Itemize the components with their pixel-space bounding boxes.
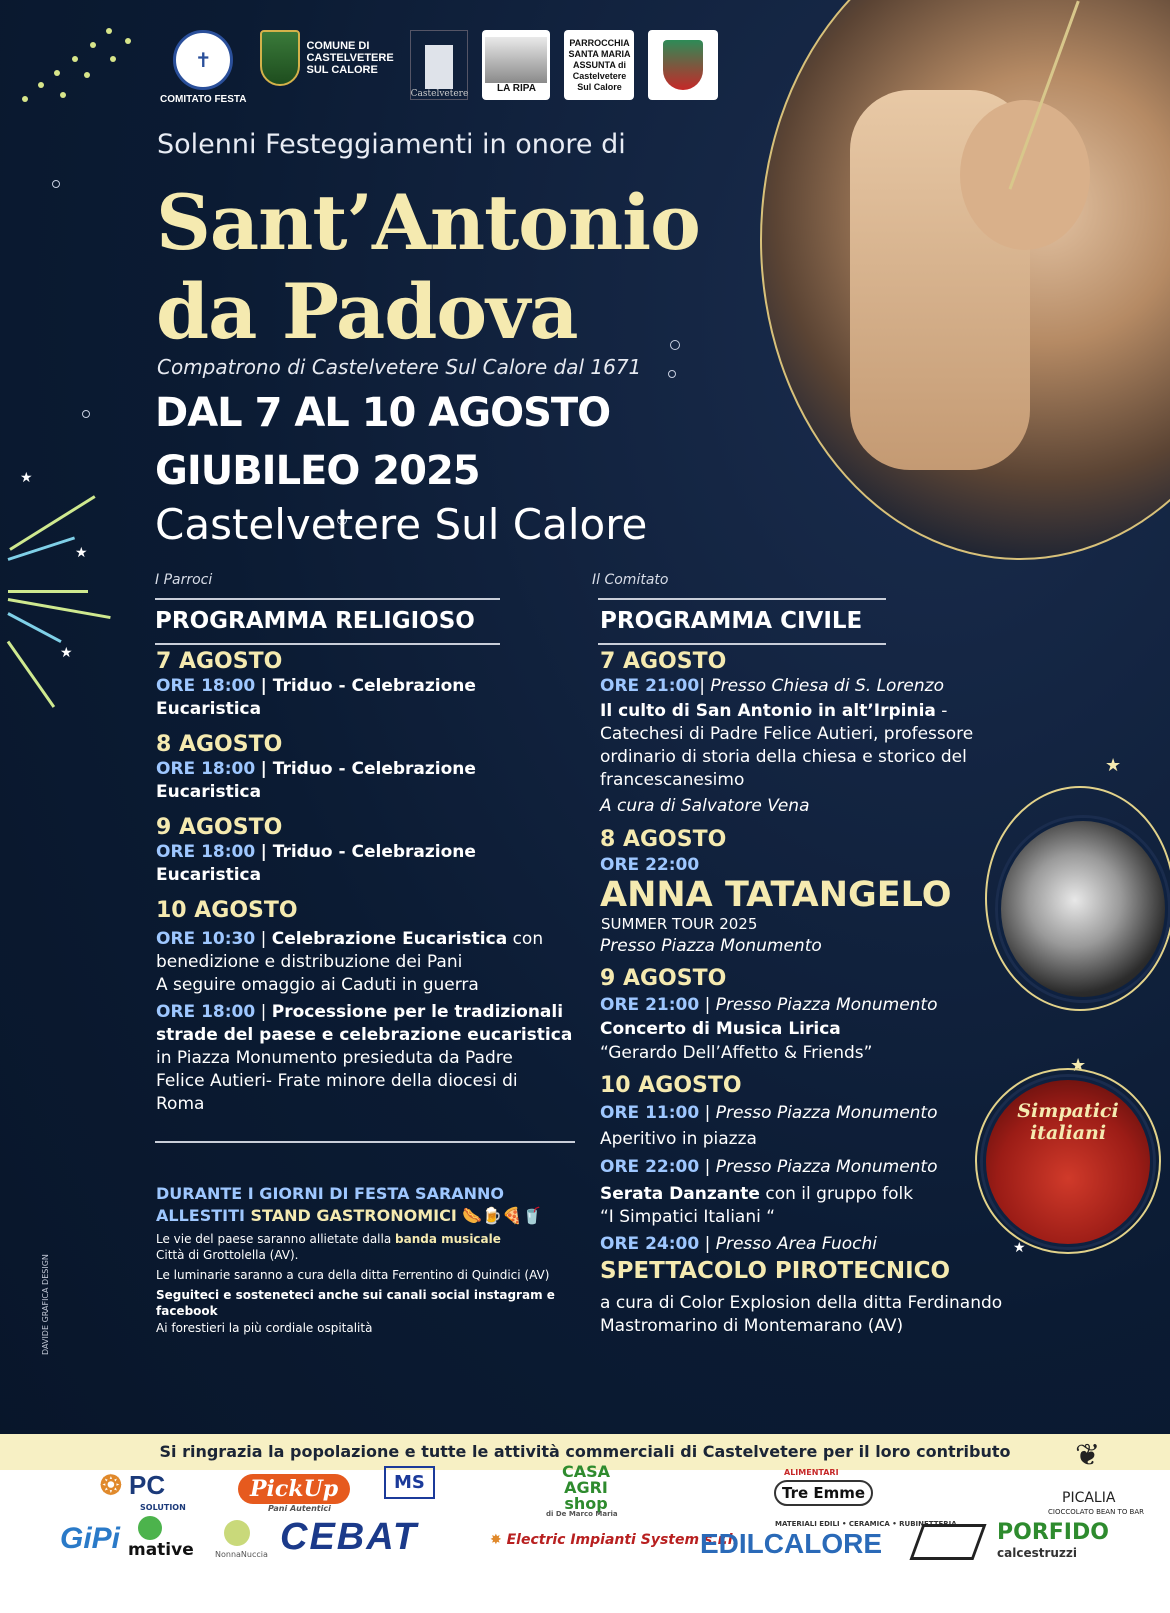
place-text: Presso Piazza Monumento — [715, 995, 938, 1015]
separator: | — [260, 929, 272, 949]
religioso-event-5-cont: Felice Autieri- Frate minore della diocesi di — [156, 1071, 518, 1091]
comune-caption: COMUNE DI CASTELVETERE SUL CALORE — [306, 40, 394, 76]
banda-notice — [156, 1232, 501, 1247]
religioso-event-1 — [156, 675, 476, 698]
civile-event-1-cont: francescanesimo — [600, 770, 745, 790]
civile-day-4: 10 AGOSTO — [600, 1073, 742, 1098]
firework-ray — [7, 612, 61, 643]
place-text: Presso Area Fuochi — [715, 1234, 877, 1254]
coat-of-arms-icon — [260, 30, 300, 86]
event-dates: DAL 7 AL 10 AGOSTO — [155, 390, 611, 436]
time-label: ORE 21:00 — [600, 676, 700, 696]
place-text: Presso Chiesa di S. Lorenzo — [710, 676, 944, 696]
time-label: ORE 18:00 — [156, 1002, 256, 1022]
decor-star: ★ — [1013, 1240, 1026, 1256]
time-label: ORE 11:00 — [600, 1103, 700, 1123]
tower-caption: Castelvetere — [410, 89, 469, 99]
time-label: ORE 21:00 — [600, 995, 700, 1015]
separator: | — [699, 676, 711, 696]
civile-event-2-place: Presso Piazza Monumento — [600, 936, 822, 956]
firework-ray — [8, 536, 76, 560]
electric-name: Electric Impianti System s.r.l. — [506, 1532, 738, 1548]
civile-heading: PROGRAMMA CIVILE — [600, 608, 863, 634]
tower-icon — [425, 45, 453, 89]
intro-text: Solenni Festeggiamenti in onore di — [157, 129, 626, 160]
la-ripa-logo — [482, 30, 550, 100]
comitato-festa-logo — [160, 30, 246, 105]
civile-event-5-title — [600, 1183, 913, 1206]
event-text: con — [507, 929, 544, 949]
decor-dot — [106, 28, 112, 34]
civile-event-1 — [600, 675, 944, 698]
event-text: - — [935, 701, 948, 721]
civile-day-2: 8 AGOSTO — [600, 827, 727, 852]
sponsor-edilcalore: EDILCALORE — [700, 1528, 882, 1559]
time-label: ORE 22:00 — [600, 855, 700, 875]
sponsor-ms: MS — [384, 1466, 435, 1499]
separator: | — [699, 1103, 716, 1123]
decor-bubble — [668, 370, 676, 378]
time-label: ORE 18:00 — [156, 676, 256, 696]
religioso-event-2-cont: Eucaristica — [156, 782, 262, 802]
simpatici-italiani-logo: Simpatici italiani — [1017, 1100, 1119, 1144]
divider — [155, 598, 500, 600]
civile-event-1-title — [600, 700, 947, 723]
time-label: ORE 10:30 — [156, 929, 256, 949]
giubileo-text: GIUBILEO 2025 — [155, 448, 480, 494]
sponsor-pickup-sub: Pani Autentici — [268, 1504, 331, 1513]
religioso-day-2: 8 AGOSTO — [156, 732, 283, 757]
logo-row — [160, 30, 718, 110]
sponsor-tre-emme-top: ALIMENTARI — [784, 1468, 839, 1477]
place-text: Presso Piazza Monumento — [715, 1103, 938, 1123]
divider — [598, 598, 886, 600]
town-name: Castelvetere Sul Calore — [155, 500, 648, 549]
religioso-event-4-cont: benedizione e distribuzione dei Pani — [156, 952, 463, 972]
picalia-logo-icon: ❦ — [1075, 1438, 1101, 1473]
comitato-caption: COMITATO FESTA — [160, 94, 247, 105]
religioso-event-3 — [156, 841, 476, 864]
decor-dot — [38, 82, 44, 88]
ripa-caption: LA RIPA — [497, 82, 536, 94]
civile-event-6-cont: a cura di Color Explosion della ditta Ferdinando — [600, 1293, 1003, 1313]
event-text: | Triduo - Celebrazione — [260, 759, 476, 779]
tour-name: SUMMER TOUR 2025 — [601, 915, 758, 933]
hospitality-notice: Ai forestieri la più cordiale ospitalità — [156, 1321, 373, 1335]
compatrono-text: Compatrono di Castelvetere Sul Calore dal 1671 — [157, 355, 642, 379]
civile-day-1: 7 AGOSTO — [600, 649, 727, 674]
religioso-event-5-cont: strade del paese e celebrazione eucaristica — [156, 1025, 573, 1045]
designer-credit: DAVIDE GRAFICA DESIGN — [41, 1254, 50, 1355]
decor-bubble — [52, 180, 60, 188]
stand-text: ALLESTITI — [156, 1206, 251, 1225]
luminarie-notice: Le luminarie saranno a cura della ditta Ferrentino di Quindici (AV) — [156, 1268, 550, 1282]
civile-event-3 — [600, 994, 938, 1017]
decor-bubble — [670, 340, 680, 350]
sponsor-tre-emme: Tre Emme — [774, 1480, 873, 1506]
civile-event-3-title: Concerto di Musica Lirica — [600, 1019, 841, 1039]
time-label: ORE 22:00 — [600, 1157, 700, 1177]
tower-logo — [410, 30, 468, 100]
ripa-photo — [485, 37, 547, 83]
pc-logo-icon: ❂ — [100, 1470, 122, 1500]
separator: | — [260, 1002, 272, 1022]
decor-star: ★ — [60, 645, 73, 661]
religioso-day-1: 7 AGOSTO — [156, 649, 283, 674]
event-text: Celebrazione Eucaristica — [271, 929, 508, 949]
civile-day-3: 9 AGOSTO — [600, 966, 727, 991]
time-label: ORE 18:00 — [156, 842, 256, 862]
sponsor-pc-sub: SOLUTION — [140, 1503, 186, 1512]
cube-logo-icon — [909, 1524, 986, 1560]
parroci-hint: I Parroci — [155, 572, 213, 588]
decor-star: ★ — [1070, 1055, 1087, 1076]
social-notice-cont: facebook — [156, 1304, 218, 1318]
decor-dot — [84, 72, 90, 78]
religioso-event-2 — [156, 758, 476, 781]
mative-logo-icon — [138, 1516, 162, 1540]
civile-event-3-cont: “Gerardo Dell’Affetto & Friends” — [600, 1043, 873, 1063]
civile-event-1-cont: Catechesi di Padre Felice Autieri, professore — [600, 724, 974, 744]
saint-emblem-icon: ✝ — [173, 30, 233, 90]
place-text: Presso Piazza Monumento — [715, 1157, 938, 1177]
event-text: | Triduo - Celebrazione — [260, 842, 476, 862]
time-label: ORE 24:00 — [600, 1234, 700, 1254]
sponsor-pc-name: PC — [129, 1470, 166, 1500]
sponsor-gipi: GiPi — [60, 1522, 121, 1555]
firework-ray — [8, 590, 88, 593]
event-text: Processione per le tradizionali — [271, 1002, 564, 1022]
nonna-logo-icon — [224, 1520, 250, 1546]
stand-notice-line-2 — [156, 1206, 542, 1225]
decor-star: ★ — [1105, 755, 1122, 776]
religioso-heading: PROGRAMMA RELIGIOSO — [155, 608, 475, 634]
comune-logo — [260, 30, 396, 86]
sponsor-nonna-nuccia: NonnaNuccia — [215, 1550, 268, 1559]
decor-dot — [110, 56, 116, 62]
title-line-1: Sant’Antonio — [156, 178, 700, 267]
decor-dot — [22, 96, 28, 102]
sponsor-casa-agri-sub: di De Marco Maria — [546, 1510, 618, 1518]
religioso-event-3-cont: Eucaristica — [156, 865, 262, 885]
decor-star: ★ — [20, 470, 33, 486]
stand-notice-line-1: DURANTE I GIORNI DI FESTA SARANNO — [156, 1184, 505, 1203]
event-text: Il culto di San Antonio in alt’Irpinia — [600, 701, 936, 721]
divider — [598, 643, 886, 645]
sponsor-edilcalore-top: MATERIALI EDILI • CERAMICA • RUBINETTERIA — [775, 1520, 957, 1528]
sponsor-pc-solution — [100, 1470, 165, 1501]
decor-dot — [72, 56, 78, 62]
spark-icon: ✸ — [490, 1532, 502, 1548]
sponsor-mative: mative — [128, 1540, 194, 1560]
event-text: con il gruppo folk — [759, 1184, 914, 1204]
civile-event-5 — [600, 1156, 938, 1179]
comitato-hint: Il Comitato — [592, 572, 669, 588]
firework-ray — [7, 641, 55, 708]
religioso-event-5 — [156, 1001, 563, 1024]
sponsor-pickup: PickUp — [238, 1474, 350, 1504]
civile-event-1-cont: ordinario di storia della chiesa e storico del — [600, 747, 967, 767]
sponsor-picalia-sub: CIOCCOLATO BEAN TO BAR — [1048, 1508, 1145, 1516]
fireworks-show-title: SPETTACOLO PIROTECNICO — [600, 1258, 951, 1284]
decor-bubble — [82, 410, 90, 418]
title-line-2: da Padova — [156, 267, 578, 356]
sponsor-cebat: CEBAT — [280, 1516, 419, 1558]
thanks-text: Si ringrazia la popolazione e tutte le attività commerciali di Castelvetere per il loro contributo — [159, 1442, 1011, 1461]
sponsor-porfido-sub: calcestruzzi — [997, 1546, 1077, 1560]
stand-highlight: STAND GASTRONOMICI — [250, 1206, 457, 1225]
decor-dot — [54, 70, 60, 76]
decor-dot — [90, 42, 96, 48]
religioso-day-4: 10 AGOSTO — [156, 898, 298, 923]
civile-event-4-title: Aperitivo in piazza — [600, 1129, 757, 1149]
decor-star: ★ — [75, 545, 88, 561]
bishop-arms-icon — [663, 40, 703, 90]
banda-notice-cont: Città di Grottolella (AV). — [156, 1248, 299, 1262]
banda-highlight: banda musicale — [395, 1232, 501, 1246]
religioso-event-5-cont: in Piazza Monumento presieduta da Padre — [156, 1048, 513, 1068]
civile-event-4 — [600, 1102, 938, 1125]
sponsor-casa-agri: CASA AGRI shop — [561, 1462, 611, 1513]
parrocchia-logo: PARROCCHIA SANTA MARIA ASSUNTA di Castelvetere Sul Calore — [564, 30, 634, 100]
civile-event-1-curator: A cura di Salvatore Vena — [600, 796, 810, 816]
event-text: | Triduo - Celebrazione — [260, 676, 476, 696]
artist-name: ANNA TATANGELO — [600, 875, 952, 915]
civile-event-6-cont: Mastromarino di Montemarano (AV) — [600, 1316, 904, 1336]
separator: | — [699, 1234, 716, 1254]
food-icons: 🌭🍺🍕🥤 — [462, 1206, 543, 1225]
decor-dot — [125, 38, 131, 44]
event-text: Serata Danzante — [600, 1184, 760, 1204]
religioso-event-1-cont: Eucaristica — [156, 699, 262, 719]
civile-event-5-cont: “I Simpatici Italiani “ — [600, 1207, 776, 1227]
sponsor-porfido: PORFIDO — [997, 1520, 1109, 1545]
time-label: ORE 18:00 — [156, 759, 256, 779]
religioso-day-3: 9 AGOSTO — [156, 815, 283, 840]
bishop-arms-logo — [648, 30, 718, 100]
religioso-event-5-cont: Roma — [156, 1094, 205, 1114]
decor-dot — [60, 92, 66, 98]
banda-text: Le vie del paese saranno allietate dalla — [156, 1232, 396, 1246]
civile-event-6 — [600, 1233, 877, 1256]
separator: | — [699, 1157, 716, 1177]
anna-tatangelo-photo — [998, 818, 1168, 1000]
divider — [155, 1141, 575, 1143]
religioso-event-4 — [156, 928, 543, 951]
sponsor-picalia: PICALIA — [1062, 1490, 1116, 1506]
religioso-event-4-cont: A seguire omaggio ai Caduti in guerra — [156, 975, 479, 995]
separator: | — [699, 995, 716, 1015]
divider — [155, 643, 500, 645]
social-notice: Seguiteci e sosteneteci anche sui canali social instagram e — [156, 1288, 555, 1302]
firework-ray — [8, 598, 111, 619]
